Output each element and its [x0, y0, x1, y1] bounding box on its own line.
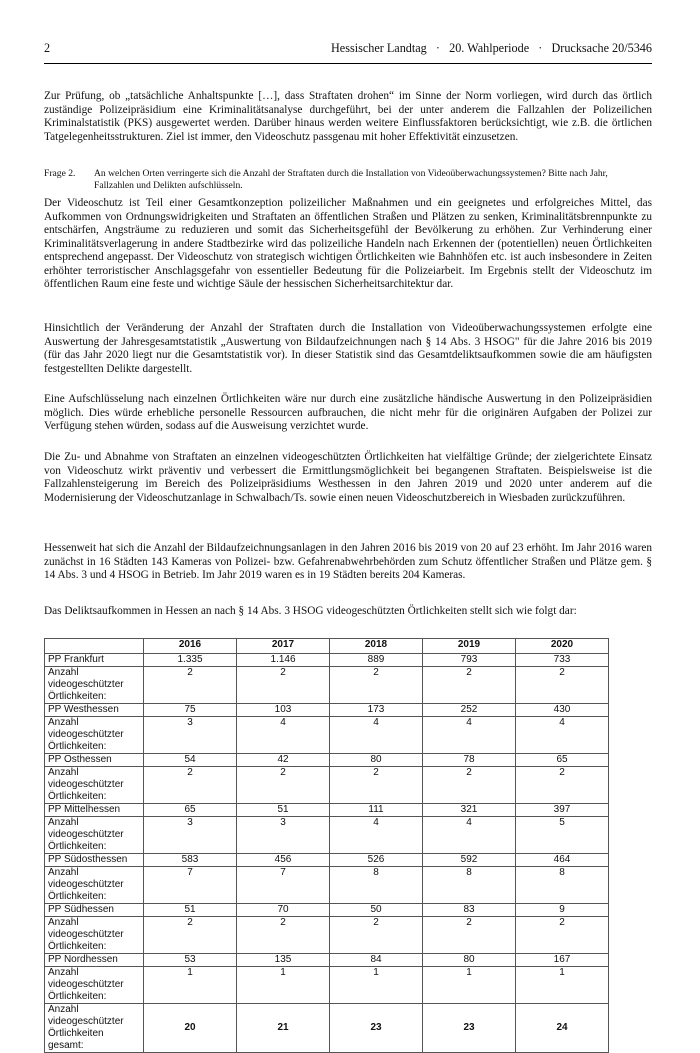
case-count: 54: [144, 754, 237, 767]
page-header: [44, 41, 652, 64]
page-number: 2: [44, 41, 51, 55]
location-count: 2: [516, 767, 609, 804]
case-count: 78: [423, 754, 516, 767]
case-count: 9: [516, 904, 609, 917]
paragraph-6: Hessenweit hat sich die Anzahl der Bildaufzeichnungsanlagen in den Jahren 2016 bis 2019 von 20 auf 23 erhöht. Im Jahr 2016 waren zunächst in 16 Städten 143 Kameras von Polizei- bzw. Gefahrenabwehrbehörden zum Schutz öffentlicher Straßen und Plätze gem. § 14 Abs. 3 und 4 HSOG in Betrieb. Im Jahr 2019 waren es in 19 Städten bereits 204 Kameras.: [44, 542, 652, 582]
location-count: 2: [144, 917, 237, 954]
location-count: 3: [144, 817, 237, 854]
case-count: 1.146: [237, 654, 330, 667]
table-row: [45, 867, 609, 904]
paragraph-4: Eine Aufschlüsselung nach einzelnen Örtlichkeiten wäre nur durch eine zusätzliche händische Auswertung in den Polizeipräsidien möglich. Dies würde erhebliche personelle Ressourcen aufbrauchen, die nicht mehr für die originären Aufgaben der Polizei zur Verfügung stehen würden, sodass auf die Ausweisung verzichtet wurde.: [44, 393, 652, 433]
location-count: 4: [423, 817, 516, 854]
case-count: 733: [516, 654, 609, 667]
header-text: Hessischer Landtag · 20. Wahlperiode · Drucksache 20/5346: [331, 41, 652, 55]
case-count: 80: [423, 954, 516, 967]
case-count: 167: [516, 954, 609, 967]
location-count: 1: [144, 967, 237, 1004]
location-count: 8: [330, 867, 423, 904]
paragraph-2: Der Videoschutz ist Teil einer Gesamtkonzeption polizeilicher Maßnahmen und ein geeignetes und erfolgreiches Mittel, das Aufkommen von Ordnungswidrigkeiten und Straftaten an öffentlichen Straßen und Plätzen zu senken, Kriminalitätsbrennpunkte zu entschärfen, Angsträume zu reduzieren und somit das Sicherheitsgefühl der Bevölkerung zu erhöhen. Zur Verhinderung einer Kriminalitätsverlagerung in andere Stadtbezirke wird das polizeiliche Handeln nach Erkennen der (potentiellen) neuen Örtlichkeiten entsprechend angepasst. Der Videoschutz von strategisch wichtigen Örtlichkeiten wie Bahnhöfen etc. ist auch insbesondere in Zeiten erhöhter terroristischer Anschlagsgefahr von essentieller Bedeutung für die Polizeiarbeit. Im Ergebnis stellt der Videoschutz im öffentlichen Raum eine feste und wichtige Säule der hessischen Sicherheitsarchitektur dar.: [44, 197, 652, 291]
region-name: PP Nordhessen: [45, 954, 144, 967]
total-label: Anzahl videogeschützter Örtlichkeiten gesamt:: [45, 1004, 144, 1053]
case-count: 456: [237, 854, 330, 867]
location-count: 4: [330, 717, 423, 754]
total-value: 23: [423, 1004, 516, 1053]
paragraph-3: Hinsichtlich der Veränderung der Anzahl der Straftaten durch die Installation von Videoüberwachungssystemen erfolgte eine Auswertung der Jahresgesamtstatistik „Auswertung von Bildaufzeichnungen nach § 14 Abs. 3 HSOG" für die Jahre 2016 bis 2019 (für das Jahr 2020 liegt nur die Gesamtstatistik vor). In dieser Statistik sind das Gesamtdeliktsaufkommen sowie die am häufigsten festgestellten Delikte dargestellt.: [44, 322, 652, 375]
table-row: [45, 754, 609, 767]
paragraph-7: Das Deliktsaufkommen in Hessen an nach § 14 Abs. 3 HSOG videogeschützten Örtlichkeiten stellt sich wie folgt dar:: [44, 605, 577, 617]
case-count: 103: [237, 704, 330, 717]
year-header: 2017: [237, 639, 330, 654]
location-count: 3: [237, 817, 330, 854]
case-count: 80: [330, 754, 423, 767]
table-row: [45, 717, 609, 754]
case-count: 321: [423, 804, 516, 817]
table-row: [45, 917, 609, 954]
question-label: Frage 2.: [44, 168, 76, 179]
case-count: 65: [516, 754, 609, 767]
location-count: 4: [423, 717, 516, 754]
location-count: 2: [330, 767, 423, 804]
region-name: PP Südosthessen: [45, 854, 144, 867]
case-count: 42: [237, 754, 330, 767]
region-name: PP Mittelhessen: [45, 804, 144, 817]
question-text: An welchen Orten verringerte sich die Anzahl der Straftaten durch die Installation von Videoüberwachungssystemen? Bitte nach Jahr, Fallzahlen und Delikten aufschlüsseln.: [94, 168, 608, 191]
total-value: 23: [330, 1004, 423, 1053]
location-count: 2: [144, 667, 237, 704]
year-header: 2016: [144, 639, 237, 654]
location-count: 2: [237, 667, 330, 704]
location-count: 7: [237, 867, 330, 904]
paragraph-5: Die Zu- und Abnahme von Straftaten an einzelnen videogeschützten Örtlichkeiten hat vielfältige Gründe; der zielgerichtete Einsatz von Videoschutz wirkt präventiv und verbessert die Ermittlungsmöglichkeit bei begangenen Straftaten. Beispielsweise ist die Fallzahlensteigerung im Bereich des Polizeipräsidiums Westhessen in den Jahren 2019 und 2020 unter anderem auf die Modernisierung der Videoschutzanlage in Schwalbach/Ts. sowie einen neuen Videoschutzbereich in Wiesbaden zurückzuführen.: [44, 451, 652, 504]
location-count: 7: [144, 867, 237, 904]
table-row: [45, 654, 609, 667]
total-value: 21: [237, 1004, 330, 1053]
statistics-table: [44, 638, 609, 1053]
location-count: 2: [330, 667, 423, 704]
table-row: [45, 704, 609, 717]
case-count: 526: [330, 854, 423, 867]
region-name: PP Frankfurt: [45, 654, 144, 667]
case-count: 397: [516, 804, 609, 817]
location-count: 2: [330, 917, 423, 954]
location-count: 1: [423, 967, 516, 1004]
locations-label: Anzahl videogeschützter Örtlichkeiten:: [45, 917, 144, 954]
case-count: 592: [423, 854, 516, 867]
locations-label: Anzahl videogeschützter Örtlichkeiten:: [45, 767, 144, 804]
case-count: 75: [144, 704, 237, 717]
case-count: 51: [144, 904, 237, 917]
case-count: 65: [144, 804, 237, 817]
location-count: 4: [330, 817, 423, 854]
case-count: 793: [423, 654, 516, 667]
location-count: 1: [516, 967, 609, 1004]
year-header: 2020: [516, 639, 609, 654]
case-count: 70: [237, 904, 330, 917]
case-count: 252: [423, 704, 516, 717]
case-count: 53: [144, 954, 237, 967]
region-name: PP Südhessen: [45, 904, 144, 917]
region-name: PP Osthessen: [45, 754, 144, 767]
case-count: 111: [330, 804, 423, 817]
paragraph-1: Zur Prüfung, ob „tatsächliche Anhaltspunkte […], dass Straftaten drohen“ im Sinne der Norm vorliegen, wird durch das örtlich zuständige Polizeipräsidium eine Kriminalitätsanalyse durchgeführt, bei der unter anderem die Fallzahlen der Polizeilichen Kriminalstatistik (PKS) ausgewertet werden. Darüber hinaus werden weitere Einflussfaktoren berücksichtigt, wie z.B. die örtlichen Tatgelegenheitsstrukturen. Ziel ist immer, den Videoschutz passgenau mit hoher Effektivität einzusetzen.: [44, 90, 652, 143]
location-count: 5: [516, 817, 609, 854]
case-count: 51: [237, 804, 330, 817]
locations-label: Anzahl videogeschützter Örtlichkeiten:: [45, 717, 144, 754]
case-count: 173: [330, 704, 423, 717]
location-count: 1: [237, 967, 330, 1004]
case-count: 135: [237, 954, 330, 967]
table-row: [45, 954, 609, 967]
locations-label: Anzahl videogeschützter Örtlichkeiten:: [45, 867, 144, 904]
location-count: 4: [516, 717, 609, 754]
table-row: [45, 967, 609, 1004]
total-value: 20: [144, 1004, 237, 1053]
location-count: 2: [144, 767, 237, 804]
location-count: 2: [516, 917, 609, 954]
location-count: 2: [516, 667, 609, 704]
year-header: 2018: [330, 639, 423, 654]
table-row: [45, 767, 609, 804]
case-count: 430: [516, 704, 609, 717]
location-count: 2: [237, 917, 330, 954]
year-header: 2019: [423, 639, 516, 654]
table-row: [45, 904, 609, 917]
case-count: 583: [144, 854, 237, 867]
case-count: 84: [330, 954, 423, 967]
case-count: 1.335: [144, 654, 237, 667]
location-count: 8: [423, 867, 516, 904]
location-count: 2: [423, 767, 516, 804]
case-count: 464: [516, 854, 609, 867]
location-count: 1: [330, 967, 423, 1004]
location-count: 8: [516, 867, 609, 904]
region-name: PP Westhessen: [45, 704, 144, 717]
locations-label: Anzahl videogeschützter Örtlichkeiten:: [45, 817, 144, 854]
table-header-row: [45, 639, 609, 654]
case-count: 83: [423, 904, 516, 917]
location-count: 2: [423, 917, 516, 954]
table-row: [45, 817, 609, 854]
total-value: 24: [516, 1004, 609, 1053]
case-count: 889: [330, 654, 423, 667]
location-count: 3: [144, 717, 237, 754]
table-row: [45, 854, 609, 867]
location-count: 4: [237, 717, 330, 754]
location-count: 2: [423, 667, 516, 704]
locations-label: Anzahl videogeschützter Örtlichkeiten:: [45, 967, 144, 1004]
table-corner-cell: [45, 639, 144, 654]
table-row: [45, 804, 609, 817]
table-total-row: [45, 1004, 609, 1053]
location-count: 2: [237, 767, 330, 804]
locations-label: Anzahl videogeschützter Örtlichkeiten:: [45, 667, 144, 704]
case-count: 50: [330, 904, 423, 917]
table-row: [45, 667, 609, 704]
